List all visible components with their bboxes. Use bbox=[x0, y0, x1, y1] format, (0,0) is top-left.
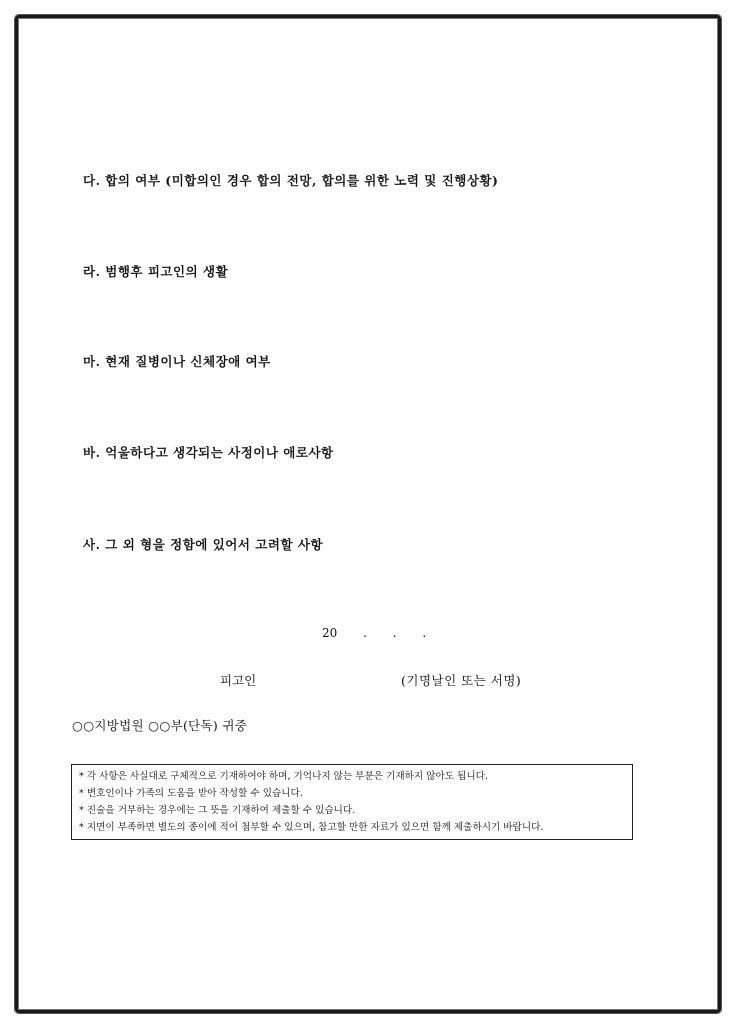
section-heading-ma: 마. 현재 질병이나 신체장애 여부 bbox=[83, 354, 271, 369]
notice-line: * 각 사항은 사실대로 구체적으로 기재하여야 하며, 기억나지 않는 부분은 기재하지 않아도 됩니다. bbox=[79, 771, 488, 782]
section-heading-da: 다. 합의 여부 (미합의인 경우 합의 전망, 합의를 위한 노력 및 진행상황) bbox=[83, 173, 499, 188]
defendant-label: 피고인 bbox=[220, 673, 257, 688]
notice-box bbox=[71, 764, 633, 840]
date-month-dot: . bbox=[363, 626, 367, 640]
date-line bbox=[322, 626, 426, 640]
notice-line: * 변호인이나 가족의 도움을 받아 작성할 수 있습니다. bbox=[79, 788, 303, 799]
notice-line: * 지면이 부족하면 별도의 종이에 적어 첨부할 수 있으며, 참고할 만한 자료가 있으면 함께 제출하시기 바랍니다. bbox=[79, 822, 544, 833]
date-day-dot: . bbox=[392, 626, 397, 640]
court-address: ○○지방법원 ○○부(단독) 귀중 bbox=[72, 718, 248, 733]
section-heading-ba: 바. 억울하다고 생각되는 사정이나 애로사항 bbox=[83, 445, 334, 460]
signature-note: (기명날인 또는 서명) bbox=[401, 673, 522, 688]
section-heading-sa: 사. 그 외 형을 정함에 있어서 고려할 사항 bbox=[83, 537, 324, 552]
notice-line: * 진술을 거부하는 경우에는 그 뜻을 기재하여 제출할 수 있습니다. bbox=[79, 805, 356, 816]
date-end-dot: . bbox=[422, 626, 427, 640]
page-frame bbox=[15, 15, 721, 1013]
date-year: 20 bbox=[322, 626, 338, 640]
section-heading-ra: 라. 범행후 피고인의 생활 bbox=[83, 264, 229, 279]
